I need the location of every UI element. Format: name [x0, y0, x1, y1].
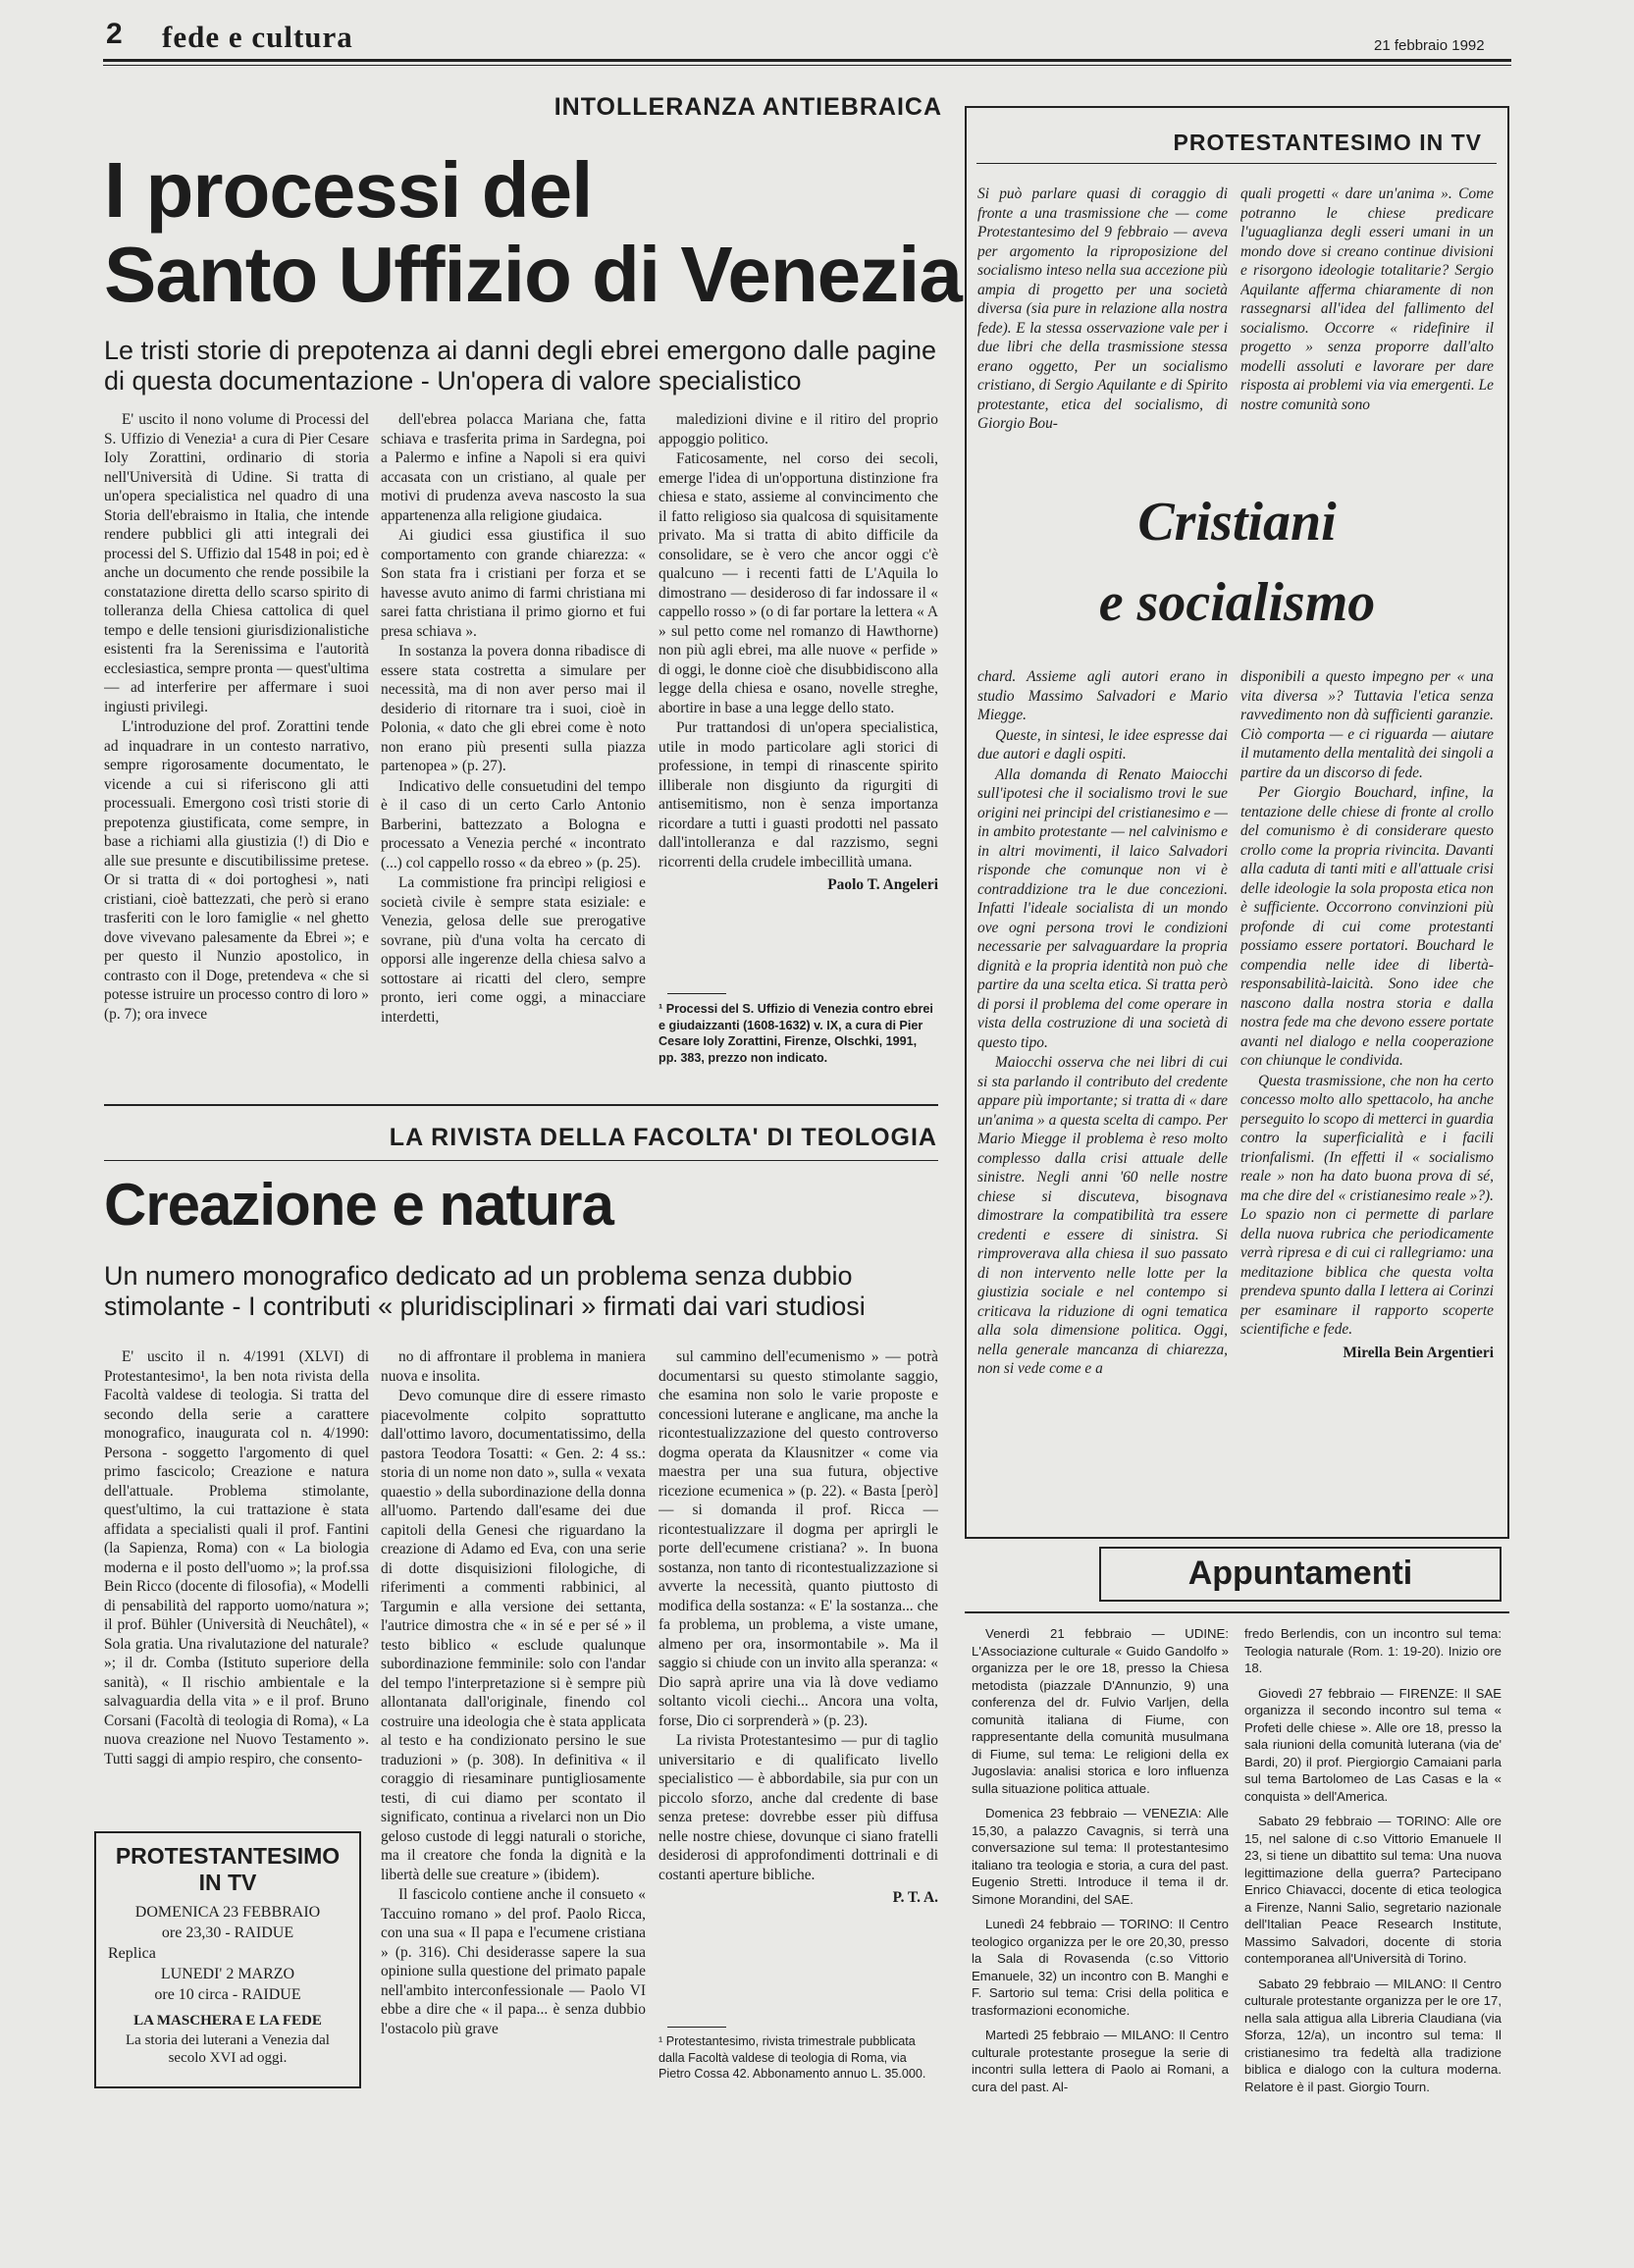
appointment-item: Giovedì 27 febbraio — FIRENZE: Il SAE organizza il secondo incontro sul tema « Profeti delle chiese ». Alle ore 18, presso la sala riunioni della comunità luterana (via de' Bardi, 20) il prof. Piergiorgio Camaiani parla sul tema Bartolomeo de Las Casas e la « conquista » dell'America. [1244, 1685, 1502, 1804]
article2-deck: Un numero monografico dedicato ad un problema senza dubbio stimolante - I contributi « pluridisciplinari » firmati dai vari studiosi [104, 1261, 866, 1321]
article1-column-3 [659, 410, 938, 984]
tv-box-line: ore 23,30 - RAIDUE [161, 1925, 294, 1941]
article3-title-line1: Cristiani [1137, 492, 1337, 553]
appuntamenti-rule [965, 1611, 1509, 1613]
article3-bottom-column-1 [977, 667, 1228, 1513]
tv-box-title: PROTESTANTESIMO [115, 1843, 341, 1869]
appuntamenti-column-1 [972, 1625, 1229, 2116]
article3-kicker: PROTESTANTESIMO IN TV [1173, 130, 1482, 155]
article1-column-2 [381, 410, 646, 1089]
article1-deck: Le tristi storie di prepotenza ai danni degli ebrei emergono dalle pagine di questa documentazione - Un'opera di valore specialistico [104, 336, 937, 396]
tv-box-line: Replica [108, 1945, 156, 1962]
section-divider [104, 1104, 938, 1106]
footnote-rule [667, 2027, 726, 2028]
article1-footnote: ¹ Processi del S. Uffizio di Venezia contro ebrei e giudaizzanti (1608-1632) v. IX, a cura di Pier Cesare Ioly Zorattini, Firenze, Olschki, 1991, pp. 383, prezzo non indicato. [659, 1002, 933, 1065]
article2-col2-para: Devo comunque dire di essere rimasto piacevolmente colpito soprattutto dall'ottimo lavoro, documentatissimo, della pastora Teodora Tosatti: « Gen. 2: 4 ss.: storia di un nome non dato », sulla « vexata quaestio » della subordinazione della donna all'uomo. Partendo dall'esame dei due capitoli della Genesi che riguardano la creazione di Adamo ed Eva, con una serie di dotte disquisizioni filologiche, di riferimenti a commenti rabbinici, al Targumin e alla versione dei settanta, l'autrice dimostra che « in sé e per sé » il testo biblico « esclude qualunque subordinazione femminile: solo con l'andar del tempo l'interpretazione si è sempre più allontanata dall'originale, finendo col costruire una ideologia che è stata applicata al testo e ha condizionato persino le sue traduzioni » (p. 308). In definitiva « il coraggio di riesaminare puntigliosamente testi, di cui diamo per scontato il significato, continua a rivelarci non un Dio geloso custode di leggi naturali o storiche, ma il creatore che fonda la dignità e la libertà delle sue creature » (ibidem). [381, 1388, 646, 1883]
appointment-item: Venerdì 21 febbraio — UDINE: L'Associazione culturale « Guido Gandolfo » organizza per le ore 18, presso la Chiesa metodista (piazzale D'Annunzio, 9) una conferenza del dr. Fulvio Varljen, della comunità italiana di Fiume, con rappresentante della comunità musulmana di Fiume, sul tema: Le religioni della ex Jugoslavia: analisi storica e loro influenza sulla situazione politica attuale. [972, 1626, 1229, 1796]
article2-signature: P. T. A. [892, 1889, 938, 1906]
article2-title: Creazione e natura [104, 1172, 613, 1238]
tv-box-line: LUNEDI' 2 MARZO [160, 1966, 295, 1982]
article2-column-1 [104, 1347, 369, 1814]
article1-col2-para: Indicativo delle consuetudini del tempo è il caso di un certo Carlo Antonio Barberini, battezzato a Bologna e processato a Venezia perché « incontrato (...) col cappello rosso « da ebreo » (p. 25). [381, 777, 646, 871]
article1-col1-para: E' uscito il nono volume di Processi del S. Uffizio di Venezia¹ a cura di Pier Cesare Ioly Zorattini, ordinario di storia nell'Università di Udine. Si tratta di un'opera specialistica nel quadro di una Storia dell'ebraismo in Italia, che intende rendere pubblici gli atti integrali dei processi del S. Uffizio dal 1548 in poi; ed è anche un documento che rende possibile la constatazione diretta dello scarso spirito di tolleranza della Chiesa cattolica di quel tempo e delle tensioni giurisdizionalistiche esistenti fra la Serenissima e l'autorità ecclesiastica, sempre pronta — quest'ultima — ad interferire per affermare i suoi ingiusti privilegi. [104, 411, 369, 715]
article3-title-line2: e socialismo [1098, 572, 1376, 633]
article3-bottom-col1-para: Queste, in sintesi, le idee espresse dai due autori e dagli ospiti. [977, 726, 1228, 763]
article2-col2-para: Il fascicolo contiene anche il consueto « Taccuino romano » del prof. Paolo Ricca, con una sua « Il papa e l'ecumene cristiana » (p. 316). Chi desiderasse sapere la sua opinione sulla questione del primato papale nell'ambito interconfessionale — Paolo VI ebbe a dire che « il papa... è senza dubbio l'ostacolo più grave [381, 1886, 646, 2037]
article1-col2-para: La commistione fra princìpi religiosi e società civile è sempre stata esiziale: e Venezia, gelosa delle sue prerogative sovrane, più d'una volta ha cercato di opporsi alle ingerenze della chiesa salvo a sottostare ai ricatti del clero, sempre pronto, ieri come oggi, a minacciare interdetti, [381, 874, 646, 1026]
article2-col1-para: E' uscito il n. 4/1991 (XLVI) di Protestantesimo¹, la ben nota rivista della Facoltà valdese di teologia. Si tratta del secondo della serie a carattere monografico, inaugurata col n. 4/1990: Persona - soggetto l'argomento di quel primo fascicolo; Creazione e natura dell'attuale. Problema stimolante, quest'ultimo, la cui trattazione è stata affidata a specialisti quali il prof. Fantini (la Sapienza, Roma) con « La biologia moderna e il posto dell'uomo »; la prof.ssa Bein Ricco (docente di filosofia), « Modelli di pensabilità del rapporto uomo/natura »; il prof. Bühler (Università di Neuchâtel), « Sola gratia. Una rivalutazione del naturale? »; il dr. Comba (Istituto superiore della sanità), « Il rischio ambientale e la salvaguardia della vita » e il prof. Bruno Corsani (Facoltà di teologia di Roma), « La nuova creazione nel Nuovo Testamento ». Tutti saggi di ampio respiro, che consento- [104, 1348, 369, 1767]
article1-kicker: INTOLLERANZA ANTIEBRAICA [553, 93, 942, 121]
article1-col1-para: L'introduzione del prof. Zorattini tende ad inquadrare in un contesto narrativo, sempre rigorosamente documentato, le vicende a cui si riferiscono gli atti processuali. Emergono così tristi storie di prepotenza giustificata, come sempre, in base a richiami alla giustizia (!) di Dio e alle sue presunte e discutibilissime pretese. Or si tratta di « doi portoghesi », nati cristiani, cioè battezzati, che però si erano trasferiti con le loro famiglie « nel ghetto dove vivevano palesamente da Ebrei »; e per questo il Nunzio apostolico, in contrasto con il Doge, pretendeva « che si potesse istruire un processo contro di loro » (p. 7); ora invece [104, 718, 369, 1023]
article1-col2-para: dell'ebrea polacca Mariana che, fatta schiava e trasferita prima in Sardegna, poi a Palermo e infine a Napoli si era quivi accasata con un cristiano, al quale per motivi di prudenza aveva nascosto la sua appartenenza alla religione giudaica. [381, 411, 646, 524]
article1-title-line2: Santo Uffizio di Venezia [104, 231, 962, 318]
masthead-rule [103, 59, 1511, 62]
tv-box-line: DOMENICA 23 FEBBRAIO [134, 1904, 321, 1921]
tv-box [94, 1831, 361, 2088]
appointment-item: fredo Berlendis, con un incontro sul tema: Teologia naturale (Rom. 1: 19-20). Inizio ore 18. [1244, 1626, 1502, 1675]
article1-title-line1: I processi del [104, 146, 593, 234]
article3-signature: Mirella Bein Argentieri [1343, 1344, 1494, 1361]
page-number: 2 [106, 18, 123, 50]
article2-footnote: ¹ Protestantesimo, rivista trimestrale pubblicata dalla Facoltà valdese di teologia di Roma, via Pietro Cossa 42. Abbonamento annuo L. 35.000. [659, 2034, 926, 2081]
appuntamenti-column-2 [1244, 1625, 1502, 2116]
article3-bottom-col1-para: chard. Assieme agli autori erano in studio Massimo Salvadori e Mario Miegge. [977, 668, 1228, 723]
appointment-item: Sabato 29 febbraio — TORINO: Alle ore 15, nel salone di c.so Vittorio Emanuele II 23, si tiene un dibattito sul tema: Una nuova legittimazione della guerra? Partecipano Enrico Chiavacci, docente di etica teologica a Firenze, Nanni Salio, segretario nazionale dell'Italian Peace Research Institute, Massimo Salvadori, docente di storia contemporanea all'Università di Torino. [1244, 1814, 1502, 1966]
tv-box-line: La storia dei luterani a Venezia dal secolo XVI ad oggi. [126, 2032, 330, 2066]
masthead-rule-thin [103, 65, 1511, 66]
article1-col3-para: maledizioni divine e il ritiro del proprio appoggio politico. [659, 411, 938, 448]
section-name: fede e cultura [162, 20, 353, 54]
article1-col3-para: Pur trattandosi di un'opera specialistica, utile in modo particolare agli storici di professione, in tempi di rinascente spirito illiberale non disgiunto da rigurgiti di antisemitismo, non è senza importanza ricordare a tutti i guasti prodotti nel passato dall'intolleranza e dal razzismo, segni ricorrenti della crudele imbecillità umana. [659, 719, 938, 870]
article3-bottom-col2-para: disponibili a questo impegno per « una vita diversa »? Tuttavia l'etica senza ravvedimento non dà sufficienti garanzie. Ciò comporta — e ci riguarda — aiutare il mutamento della mentalità dei singoli a partire da un discorso di fede. [1240, 668, 1494, 781]
issue-date: 21 febbraio 1992 [1374, 37, 1485, 54]
article1-col2-para: In sostanza la povera donna ribadisce di essere stata costretta a simulare per necessità, ma di non aver perso mai il desiderio di ritornare tra i suoi, cioè in Polonia, « dato che gli ebrei come è noto non erano più presenti sulla piazza partenopea » (p. 27). [381, 643, 646, 774]
article2-col3-para: La rivista Protestantesimo — pur di taglio universitario e di qualificato livello specialistico — è abbordabile, sia pur con un piccolo sforzo, anche dal credente di base senza pretese: dovrebbe esser più diffusa nelle nostre chiese, dovunque ci siano fratelli desiderosi di approfondimenti dottrinali e di costanti aperture bibliche. [659, 1732, 938, 1883]
article3-top-column-1 [977, 185, 1228, 477]
tv-box-program-title: LA MASCHERA E LA FEDE [133, 2013, 322, 2029]
article2-kicker-rule [104, 1160, 938, 1161]
article3-bottom-col1-para: Maiocchi osserva che nei libri di cui si sta parlando il contributo del credente appare più importante; si tratta di « dare un'anima » a questa scelta di campo. Per Mario Miegge il problema è reso molto complesso dalla crisi attuale delle sinistre. Negli anni '60 nelle nostre chiese si discuteva, bisognava dimostrare la compatibilità tra essere credenti e essere di sinistra. Si rimproverava alla chiesa il suo passato di non intervento nelle lotte per la giustizia sociale e nel contempo si criticava la riduzione di ogni tematica alla sola dimensione politica. Oggi, nella generale mancanza di chiarezza, non si vede come e a [977, 1054, 1228, 1377]
appointment-item: Lunedì 24 febbraio — TORINO: Il Centro teologico organizza per le ore 20,30, presso la Sala di Rovasenda (c.so Vittorio Emanuele, 32) un incontro con B. Manghi e F. Sartorio sul tema: Crisi della politica e trasformazioni economiche. [972, 1917, 1229, 2018]
article3-top-col2-para: quali progetti « dare un'anima ». Come potranno le chiese predicare l'uguaglianza degli esseri umani in un mondo dove si creano continue divisioni e risorgono ideologie totalitarie? Sergio Aquilante afferma chiaramente di non rassegnarsi all'idea del fallimento del socialismo. Occorre « ridefinire il progetto » senza proporre dall'alto modelli assoluti e lavorare per dare risposta ai problemi via via emergenti. Le nostre comunità sono [1240, 185, 1494, 413]
article3-bottom-column-2 [1240, 667, 1494, 1513]
article2-column-2 [381, 1347, 646, 2140]
tv-box-title: IN TV [198, 1870, 257, 1895]
footnote-rule [667, 993, 726, 994]
article3-bottom-col2-para: Questa trasmissione, che non ha certo concesso molto allo spettacolo, ha anche perseguito lo scopo di metterci in guardia contro la superficialità e i facili trionfalismi. (In effetti il « socialismo reale » non ha dato buona prova di sé, ma che dire del « cristianesimo reale »?). Lo spazio non ci permette di parlare della nuova rubrica che periodicamente verrà ripresa e di cui ci rallegriamo: una meditazione biblica che questa volta prendeva spunto dalla I lettera ai Corinzi per esaminare il rapporto scoperte scientifiche e fede. [1240, 1072, 1494, 1338]
article1-col3-para: Faticosamente, nel corso dei secoli, emerge l'idea di un'opportuna distinzione fra chiesa e stato, assieme al convincimento che il fatto religioso sia qualcosa di squisitamente privato. Ma si tratta di abito difficile da consolidare, se è vero che ancor oggi c'è qualcuno — i recenti fatti de L'Aquila lo dimostrano — desideroso di far indossare il « cappello rosso » (o di far portare la lettera « A » sul petto come nel romanzo di Hawthorne) non più agli ebrei, ma alle nuove « perfide » di oggi, le donne cioè che disubbidiscono alla legge della chiesa e osano, novelle streghe, abortire in base a una legge dello stato. [659, 450, 938, 716]
article3-bottom-col1-para: Alla domanda di Renato Maiocchi sull'ipotesi che il socialismo trovi le sue origini nei principi del cristianesimo e — in ambito protestante — nel calvinismo e in altri movimenti, il laico Salvadori risponde che comunque non vi è contraddizione tra le due concezioni. Infatti l'ideale socialista di un mondo ove ogni persona trovi le condizioni necessarie per salvaguardare la propria dignità e la propria identità non può che partire da una scelta etica. Si tratta però di porsi il problema del come operare in vista della costruzione di una società di questo tipo. [977, 765, 1228, 1051]
article2-kicker: LA RIVISTA DELLA FACOLTA' DI TEOLOGIA [389, 1124, 937, 1151]
tv-box-line: ore 10 circa - RAIDUE [154, 1986, 301, 2003]
article2-column-3 [659, 1347, 938, 2017]
article1-col2-para: Ai giudici essa giustifica il suo comportamento con grande chiarezza: « Son stata fra i cristiani per forza et se havesse avuto animo di farmi christiana mi sarei fatta christiana il primo giorno et fui presa schiava ». [381, 527, 646, 640]
article3-kicker-rule [976, 163, 1497, 164]
article2-col2-para: no di affrontare il problema in maniera nuova e insolita. [381, 1348, 646, 1385]
article2-col3-para: sul cammino dell'ecumenismo » — potrà documentarsi su questo stimolante saggio, che esamina non solo le varie proposte e concessioni luterane e anglicane, ma anche la ricontestualizzazione del questo controverso dogma operata da Klausnitzer « come via maestra per una sua futura, objective ricezione ecumenica » (p. 22). « Basta [però] — si domanda il prof. Ricca — ricontestualizzare il dogma per aprirgli le porte dell'ecumene cristiana? ». In buona sostanza, non tanto di ricontestualizzazione si avverte la necessità, quanto piuttosto di modifica della sostanza: « E' la sostanza... che fa problema, un problema, a viste umane, almeno per ora, insormontabile ». Ma il saggio si chiude con un invito alla speranza: « Dio saprà aprire una via là dove vediamo soltanto vicoli ciechi... Ancora una volta, forse, Dio ci sorprenderà » (p. 23). [659, 1348, 938, 1729]
article3-bottom-col2-para: Per Giorgio Bouchard, infine, la tentazione delle chiese di fronte al crollo del comunismo è di considerare questo crollo come la propria rivincita. Davanti alla caduta di tanti miti e all'attuale crisi delle ideologie la sola proposta etica non è sufficiente. Occorrono convinzioni più profonde di cui come protestanti possiamo essere portatori. Bouchard le compendia nelle idee di libertà-responsabilità-laicità. Sono idee che nascono dalla nostra storia e dalla nostra fede ma che devono essere portate avanti nel dialogo e nella cooperazione con chiunque le condivida. [1240, 784, 1494, 1069]
appointment-item: Sabato 29 febbraio — MILANO: Il Centro culturale protestante organizza per le ore 17, nella sala attigua alla Libreria Claudiana (via Sforza, 12/a), un incontro sul tema: Il cristianesimo tra fedeltà alla tradizione biblica e dialogo con la cultura moderna. Relatore è il past. Giorgio Tourn. [1244, 1976, 1502, 2094]
article3-top-column-2 [1240, 185, 1494, 477]
appointment-item: Martedì 25 febbraio — MILANO: Il Centro culturale protestante prosegue la serie di incontri sulla lettera di Paolo ai Romani, a cura del past. Al- [972, 2028, 1229, 2094]
article1-column-1 [104, 410, 369, 1089]
article1-signature: Paolo T. Angeleri [827, 876, 938, 893]
article3-top-col1-para: Si può parlare quasi di coraggio di fronte a una trasmissione che — come Protestantesimo del 9 febbraio — aveva per argomento la riproposizione del socialismo inteso nella sua accezione più ampia di progetto per una società diversa (sia pure in relazione alla nostra fede). E la stessa osservazione vale per i due libri che della trasmissione stessa erano oggetto, Per un socialismo cristiano, di Sergio Aquilante e di Spirito protestante, etica del socialismo, di Giorgio Bou- [977, 185, 1228, 432]
appuntamenti-title: Appuntamenti [1187, 1555, 1413, 1592]
appointment-item: Domenica 23 febbraio — VENEZIA: Alle 15,30, a palazzo Cavagnis, si terrà una conversazione sul tema: Il protestantesimo italiano tra teologia e storia, a cura del past. Eugenio Stretti. Introduce il tema il dr. Simone Morandini, del SAE. [972, 1806, 1229, 1907]
